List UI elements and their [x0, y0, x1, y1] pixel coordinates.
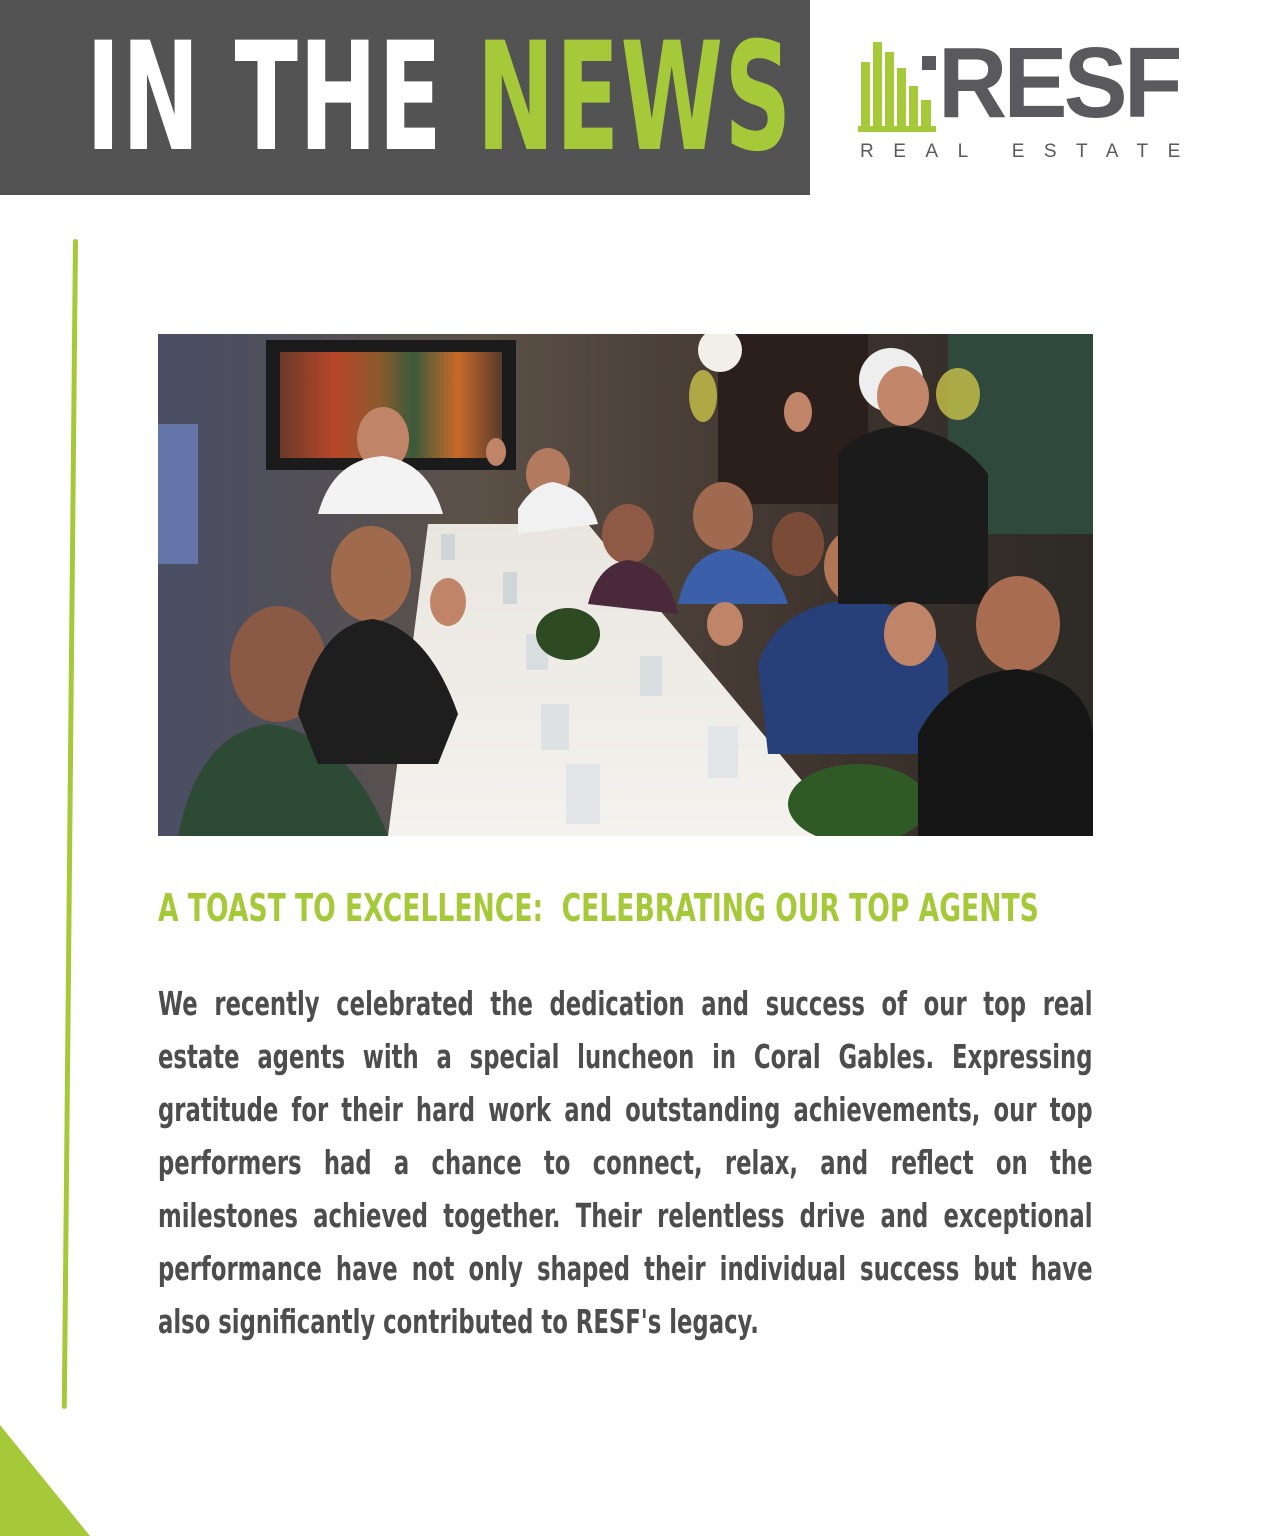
header-banner [0, 0, 810, 195]
title-plain-text: IN THE [86, 11, 477, 185]
article-body: We recently celebrated the dedication and success of our top real estate agents with a special luncheon in Coral Gables. Expressing gratitude for their hard work and outstanding achievements, our top performers had a chance to connect, relax, and reflect on the milestones achieved together. Their relentless drive and exceptional performance have not only shaped their individual success but have also significantly contributed to RESF's legacy. [158, 985, 1093, 1341]
corner-accent-triangle [0, 1425, 90, 1536]
title-accent-text: NEWS [476, 11, 793, 185]
logo-tagline: REAL ESTATE [860, 141, 1200, 162]
group-dinner-photo [158, 334, 1093, 836]
resf-logo [858, 27, 1200, 168]
page-title [86, 8, 793, 188]
building-bars-icon [858, 38, 938, 133]
article-headline: A TOAST TO EXCELLENCE: CELEBRATING OUR TOP AGENTS [158, 886, 1039, 930]
logo-wordmark: RESF [938, 27, 1179, 139]
article-body-container [158, 978, 1093, 1358]
accent-divider-line [62, 239, 78, 1409]
